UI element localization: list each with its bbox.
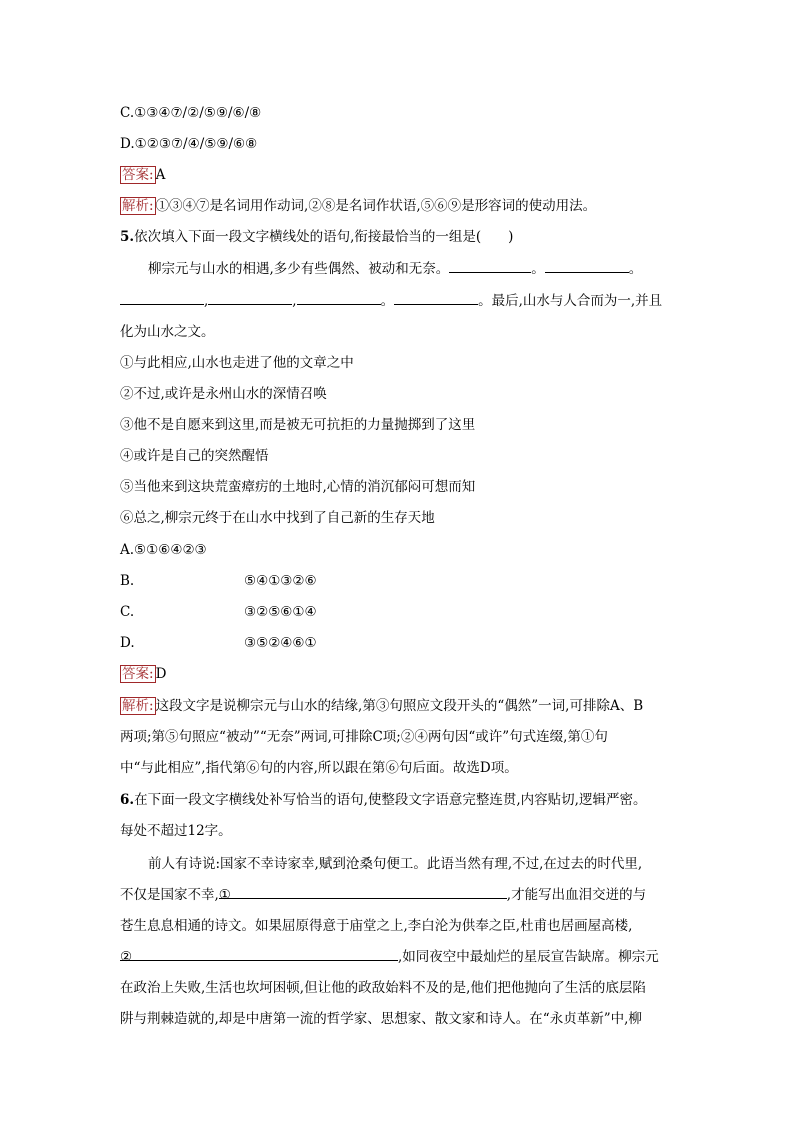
blank-1 [218,886,507,903]
blank [449,260,531,273]
punct: 。 [628,261,643,277]
passage-text: ,如同夜空中最灿烂的星辰宣告缺席。柳宗元 [398,949,659,965]
list-item: ④或许是自己的突然醒悟 [120,448,269,464]
passage-line [120,886,646,904]
punct: 。 [380,293,395,309]
passage-text: 。最后,山水与人合而为一,并且 [478,293,663,309]
blank [120,292,204,305]
analysis-line: 中“与此相应”,指代第⑥句的内容,所以跟在第⑥句后面。故选D项。 [120,760,518,776]
analysis-tag: 解析: [122,198,154,214]
blank [394,292,478,305]
question-6-stem [120,791,646,809]
option-value: ⑤④①③②⑥ [244,573,317,589]
analysis-line [120,197,596,215]
question-stem: 在下面一段文字横线处补写恰当的语句,使整段文字语意完整连贯,内容贴切,逻辑严密。 [134,792,647,808]
option-d [120,634,680,652]
passage-line-3: 化为山水之文。 [120,324,215,340]
passage-line: 前人有诗说:国家不幸诗家幸,赋到沧桑句便工。此语当然有理,不过,在过去的时代里, [148,856,643,872]
question-stem: 依次填入下面一段文字横线处的语句,衔接最恰当的一组是( ) [134,229,514,245]
option-d: D.①②③⑦/④/⑤⑨/⑥⑧ [120,136,258,152]
passage-line [120,948,659,966]
list-item: ③他不是自愿来到这里,而是被无可抗拒的力量抛掷到了这里 [120,417,476,433]
answer-tag: 答案: [122,167,154,183]
option-b [120,572,680,590]
punct: 。 [531,261,545,277]
passage-text: ,才能写出血泪交迸的与 [506,887,647,903]
answer-value: D [155,666,167,682]
passage-text: 柳宗元与山水的相遇,多少有些偶然、被动和无奈。 [148,261,450,277]
list-item: ②不过,或许是永州山水的深情召唤 [120,386,327,402]
list-item: ⑥总之,柳宗元终于在山水中找到了自己新的生存天地 [120,510,435,526]
answer-line [120,665,166,683]
question-number: 6. [120,792,135,808]
blank-label: ② [120,949,133,965]
question-6-stem-line-2: 每处不超过12字。 [120,823,232,839]
passage-line-1 [148,260,642,278]
blank-label: ① [218,887,231,903]
list-item: ⑤当他来到这块荒蛮瘴疠的土地时,心情的消沉郁闷可想而知 [120,479,476,495]
option-c: C.①③④⑦/②/⑤⑨/⑥/⑧ [120,105,262,121]
passage-line: 苍生息息相通的诗文。如果屈原得意于庙堂之上,李白沦为供奉之臣,杜甫也居画屋高楼, [120,918,633,934]
analysis-text: ①③④⑦是名词用作动词,②⑧是名词作状语,⑤⑥⑨是形容词的使动用法。 [155,198,597,214]
question-5-stem [120,228,513,246]
analysis-line: 两项;第⑤句照应“被动”“无奈”两词,可排除C项;②④两句因“或许”句式连缀,第①句 [120,729,608,745]
answer-line [120,166,165,184]
analysis-line [120,697,643,715]
option-label: C. [120,604,135,620]
answer-tag: 答案: [122,666,154,682]
punct: , [292,293,297,309]
blank [208,292,292,305]
option-value: ③②⑤⑥①④ [244,604,317,620]
list-item: ①与此相应,山水也走进了他的文章之中 [120,355,354,371]
option-label: B. [120,573,135,589]
blank [545,260,629,273]
analysis-tag: 解析: [122,698,154,714]
punct: , [204,293,209,309]
option-a: A.⑤①⑥④②③ [120,542,207,558]
blank-2 [120,948,398,965]
answer-value: A [155,167,166,183]
blank [297,292,381,305]
analysis-text: 这段文字是说柳宗元与山水的结缘,第③句照应文段开头的“偶然”一词,可排除A、B [155,698,644,714]
passage-line: 在政治上失败,生活也坎坷困顿,但让他的政敌始料不及的是,他们把他抛向了生活的底层陷 [120,980,646,996]
question-number: 5. [120,229,135,245]
option-c [120,603,680,621]
passage-line: 阱与荆棘造就的,却是中唐第一流的哲学家、思想家、散文家和诗人。在“永贞革新”中,柳 [120,1011,642,1027]
option-label: D. [120,635,135,651]
option-value: ③⑤②④⑥① [244,635,317,651]
passage-line-2 [120,292,662,310]
passage-text: 不仅是国家不幸, [120,887,219,903]
